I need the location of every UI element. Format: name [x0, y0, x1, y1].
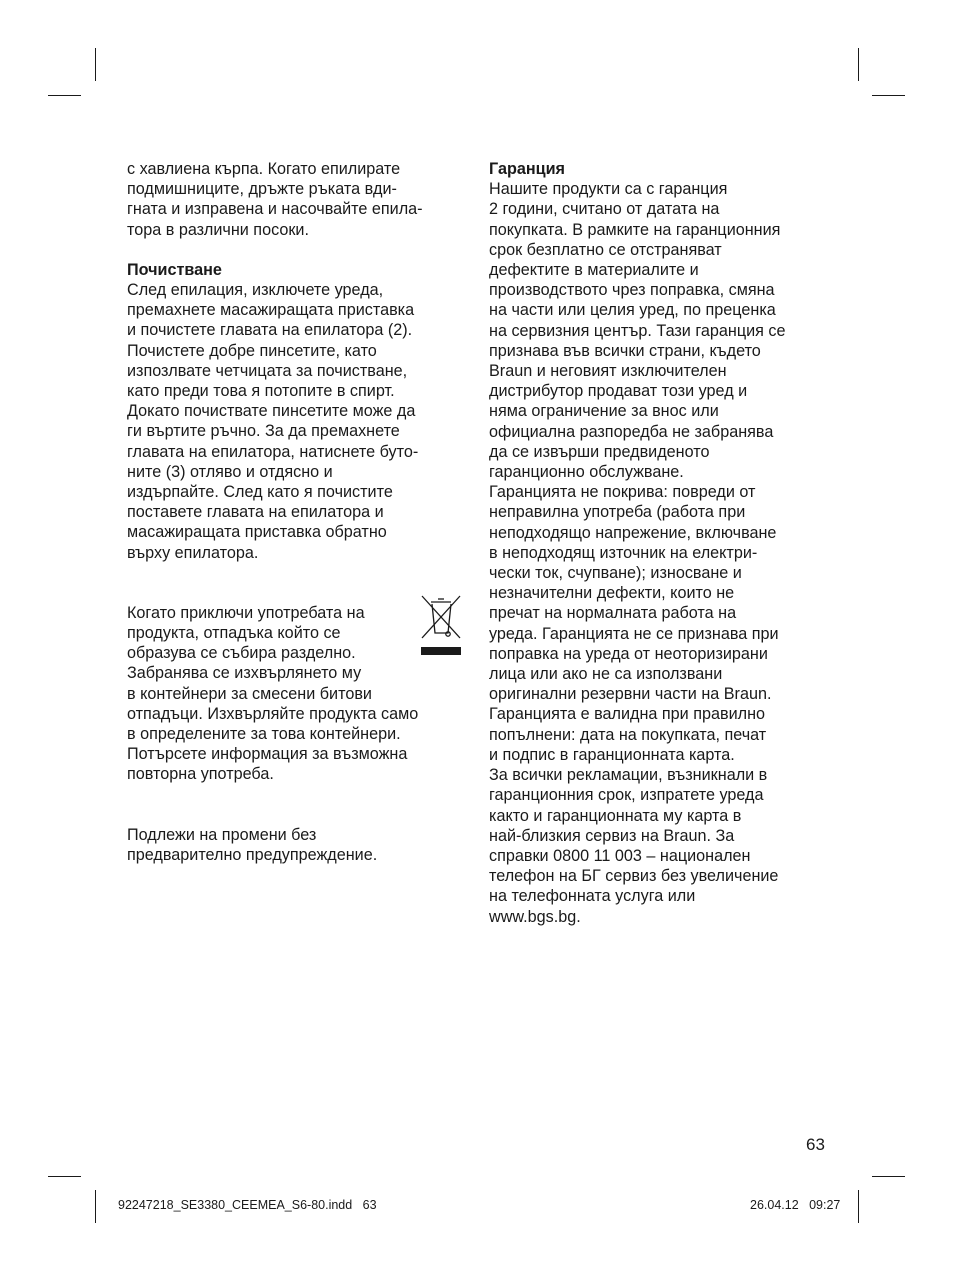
page-number: 63: [806, 1135, 825, 1154]
text-line: За всички рекламации, възникнали в: [489, 766, 768, 785]
warranty-heading: Гаранция: [489, 160, 565, 178]
crop-mark: [95, 48, 96, 81]
text-line: Нашите продукти са с гаранция: [489, 180, 728, 199]
text-line: неподходящо напрежение, включване: [489, 523, 777, 542]
left-column: [127, 159, 472, 865]
crop-mark: [872, 95, 905, 96]
text-line: Когато приключи употребата на: [127, 603, 365, 622]
text-line: ните (3) отляво и отдясно и: [127, 462, 333, 481]
text-line: изпозлвате четчицата за почистване,: [127, 361, 408, 380]
text-line: оригинални резервни части на Braun.: [489, 685, 772, 704]
text-line: Гаранцията е валидна при правилно: [489, 705, 766, 724]
text-line: тора в различни посоки.: [127, 220, 309, 239]
text-line: като преди това я потопите в спирт.: [127, 382, 395, 401]
text-line: гаранционния срок, изпратете уреда: [489, 786, 764, 805]
text-line: Почистете добре пинсетите, като: [127, 341, 377, 360]
text-line: чески ток, счупване); износване и: [489, 564, 742, 583]
crop-mark: [858, 48, 859, 81]
footer-file-info: 92247218_SE3380_CEEMEA_S6-80.indd 63: [118, 1198, 377, 1212]
text-line: Докато почиствате пинсетите може да: [127, 402, 416, 421]
crop-mark: [95, 1190, 96, 1223]
text-line: След епилация, изключете уреда,: [127, 281, 384, 300]
text-line: телефон на БГ сервиз без увеличение: [489, 867, 779, 886]
text-line: Braun и неговият изключителен: [489, 362, 727, 381]
text-line: гаранционно обслужване.: [489, 463, 684, 482]
text-line: премахнете масажиращата приставка: [127, 301, 415, 320]
cleaning-paragraph: [127, 280, 472, 563]
text-line: главата на епилатора, натиснете буто-: [127, 442, 419, 461]
crossed-out-wheelie-bin-icon: [418, 592, 464, 658]
notice-paragraph: [127, 825, 472, 865]
text-line: Подлежи на промени без: [127, 825, 317, 844]
text-line: ги въртите ръчно. За да премахнете: [127, 422, 400, 441]
text-line: производството чрез поправка, смяна: [489, 281, 775, 300]
text-line: върху епилатора.: [127, 543, 259, 562]
text-line: Потърсете информация за възможна: [127, 745, 408, 764]
text-line: продукта, отпадъка който се: [127, 624, 341, 643]
text-line: покупката. В рамките на гаранционния: [489, 220, 781, 239]
text-line: справки 0800 11 003 – национален: [489, 846, 751, 865]
text-line: масажиращата приставка обратно: [127, 523, 387, 542]
text-line: гната и изправена и насочвайте епила-: [127, 200, 423, 219]
text-line: на телефонната услуга или: [489, 887, 696, 906]
crop-mark: [858, 1190, 859, 1223]
text-line: и почистете главата на епилатора (2).: [127, 321, 413, 340]
text-line: най-близкия сервиз на Braun. За: [489, 826, 735, 845]
text-line: дефектите в материалите и: [489, 261, 699, 280]
text-line: на сервизния център. Тази гаранция се: [489, 321, 786, 340]
text-line: неправилна употреба (работа при: [489, 503, 746, 522]
footer-date: 26.04.12 09:27: [750, 1198, 841, 1212]
text-line: признава във всички страни, където: [489, 341, 761, 360]
crop-mark: [48, 95, 81, 96]
intro-paragraph: [127, 159, 472, 240]
text-line: в неподходящ източник на електри-: [489, 543, 758, 562]
text-line: лица или ако не са използвани: [489, 665, 723, 684]
text-line: уреда. Гаранцията не се признава при: [489, 624, 779, 643]
text-line: повторна употреба.: [127, 765, 274, 784]
text-line: в контейнери за смесени битови: [127, 684, 372, 703]
text-line: www.bgs.bg.: [489, 907, 581, 926]
text-line: предварително предупреждение.: [127, 845, 378, 864]
text-line: образува се събира разделно.: [127, 644, 356, 663]
text-line: дистрибутор продават този уред и: [489, 382, 748, 401]
text-line: подмишниците, дръжте ръката вди-: [127, 180, 397, 199]
text-line: поставете главата на епилатора и: [127, 503, 384, 522]
crop-mark: [48, 1176, 81, 1177]
text-line: поправка на уреда от неоторизирани: [489, 644, 768, 663]
text-line: официална разпоредба не забранява: [489, 422, 774, 441]
warranty-paragraph: [489, 179, 834, 927]
right-column: [489, 159, 834, 927]
text-line: 2 години, считано от датата на: [489, 200, 720, 219]
text-line: на части или целия уред, по преценка: [489, 301, 776, 320]
text-line: и подпис в гаранционната карта.: [489, 745, 735, 764]
cleaning-heading: Почистване: [127, 260, 222, 279]
text-line: да се извърши предвиденото: [489, 442, 710, 461]
text-line: срок безплатно се отстраняват: [489, 240, 722, 259]
text-line: няма ограничение за внос или: [489, 402, 719, 421]
text-line: с хавлиена кърпа. Когато епилирате: [127, 160, 401, 178]
text-line: в определените за това контейнери.: [127, 725, 401, 744]
text-line: попълнени: дата на покупката, печат: [489, 725, 767, 744]
text-line: пречат на нормалната работа на: [489, 604, 737, 623]
text-line: Гаранцията не покрива: повреди от: [489, 483, 756, 502]
crop-mark: [872, 1176, 905, 1177]
text-line: както и гаранционната му карта в: [489, 806, 742, 825]
text-line: отпадъци. Изхвърляйте продукта само: [127, 704, 419, 723]
text-line: Забранява се изхвърлянето му: [127, 664, 362, 683]
text-line: издърпайте. След като я почистите: [127, 483, 393, 502]
text-line: незначителни дефекти, които не: [489, 584, 735, 603]
